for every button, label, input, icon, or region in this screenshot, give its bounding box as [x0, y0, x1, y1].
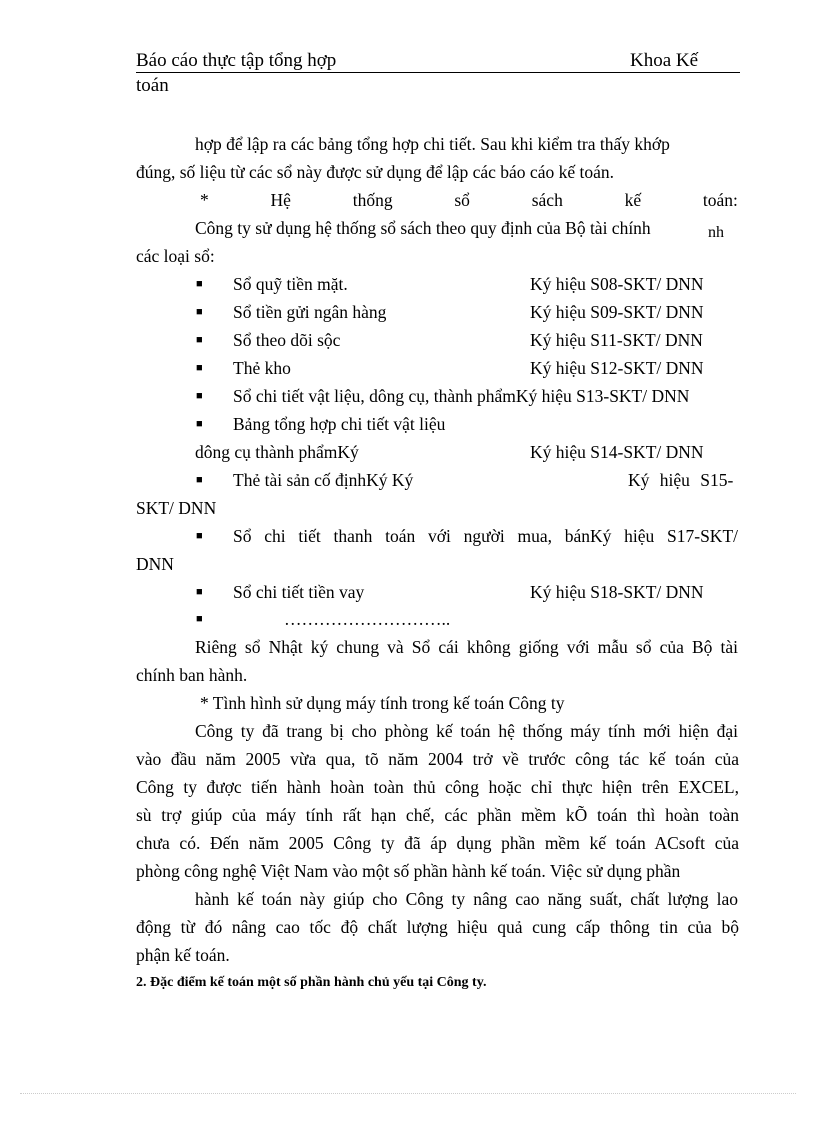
computer-line: Công ty đã trang bị cho phòng kế toán hệ thống máy tính mới hiện đại: [195, 721, 738, 741]
computer-line: Công ty được tiến hành hoàn toàn thủ công hoặc chỉ thực hiện trên EXCEL,: [136, 777, 739, 797]
book-item-code: Ký hiệu S09-SKT/ DNN: [530, 302, 704, 322]
book-item-name: Sổ theo dõi sộc: [233, 330, 341, 350]
computer-line-6: phòng công nghệ Việt Nam vào một số phần hành kế toán. Việc sử dụng phần: [136, 861, 681, 881]
books-desc-tail: nh: [708, 224, 724, 241]
header-department: Khoa Kế: [630, 50, 699, 71]
bullet-icon: ■: [196, 418, 203, 430]
header-wrap: toán: [136, 75, 169, 96]
header-title: Báo cáo thực tập tổng hợp: [136, 50, 337, 71]
bullet-icon: ■: [196, 530, 203, 542]
computer-line: vào đầu năm 2005 vừa qua, tõ năm 2004 trở về trước công tác kế toán của: [136, 749, 739, 769]
computer-line-8: động từ đó nâng cao tốc độ chất lượng hiệu quả cung cấp thông tin của bộ: [136, 917, 739, 937]
books-heading-word: kế: [624, 190, 642, 210]
book-item-code: Ký hiệu S12-SKT/ DNN: [530, 358, 704, 378]
books-heading-word: thống: [352, 190, 393, 210]
book-item-7-name: Thẻ tài sản cố địnhKý Ký: [233, 470, 414, 490]
bullet-icon: ■: [196, 586, 203, 598]
note-line-1: Riêng sổ Nhật ký chung và Sổ cái không giống với mẫu sổ của Bộ tài: [195, 637, 738, 657]
page-bottom-divider: [20, 1093, 796, 1094]
computer-line-9: phận kế toán.: [136, 945, 230, 965]
books-desc-line-1: Công ty sử dụng hệ thống sổ sách theo quy định của Bộ tài chính: [195, 218, 651, 238]
book-item-name: Thẻ kho: [233, 358, 291, 378]
books-desc-line-2: các loại sổ:: [136, 246, 215, 266]
computer-heading: * Tình hình sử dụng máy tính trong kế toán Công ty: [200, 693, 565, 713]
books-heading: [200, 189, 738, 211]
bullet-icon: ■: [196, 306, 203, 318]
book-item-6-line-2: dông cụ thành phẩmKý: [195, 442, 359, 462]
bullet-icon: ■: [196, 474, 203, 486]
books-heading-word: Hệ: [270, 190, 291, 210]
computer-line: chưa có. Đến năm 2005 Công ty đã áp dụng phần mềm kế toán ACsoft của: [136, 833, 739, 853]
books-heading-word: sách: [531, 190, 563, 210]
book-item-8-wrap: DNN: [136, 554, 174, 574]
bullet-icon: ■: [196, 390, 203, 402]
book-item-6-line-1: Bảng tổng hợp chi tiết vật liệu: [233, 414, 446, 434]
book-item-7-code: Ký hiệu S15-: [628, 470, 734, 490]
books-heading-word: sổ: [454, 190, 470, 210]
intro-line-1: hợp để lập ra các bảng tổng hợp chi tiết. Sau khi kiểm tra thấy khớp: [195, 134, 670, 154]
books-heading-word: *: [200, 190, 209, 210]
bullet-icon: ■: [196, 278, 203, 290]
book-item-9-name: Sổ chi tiết tiền vay: [233, 582, 365, 602]
note-line-2: chính ban hành.: [136, 665, 248, 685]
book-item-9-code: Ký hiệu S18-SKT/ DNN: [530, 582, 704, 602]
book-item-code: Ký hiệu S11-SKT/ DNN: [530, 330, 703, 350]
book-item-name: Sổ tiền gửi ngân hàng: [233, 302, 387, 322]
book-item-5: Sổ chi tiết vật liệu, dông cụ, thành phẩmKý hiệu S13-SKT/ DNN: [233, 386, 690, 406]
computer-line-7: hành kế toán này giúp cho Công ty nâng cao năng suất, chất lượng lao: [195, 889, 738, 909]
book-item-10-dots: ………………………..: [284, 609, 451, 629]
section-2-title: 2. Đặc điểm kế toán một số phần hành chủ yếu tại Công ty.: [136, 975, 487, 990]
book-item-8: Sổ chi tiết thanh toán với người mua, bánKý hiệu S17-SKT/: [233, 526, 738, 546]
book-item-name: Sổ quỹ tiền mặt.: [233, 274, 348, 294]
book-item-6-code: Ký hiệu S14-SKT/ DNN: [530, 442, 704, 462]
header-rule: [136, 72, 740, 73]
computer-line: sù trợ giúp của máy tính rất hạn chế, các phần mềm kÕ toán thì hoàn toàn: [136, 805, 739, 825]
book-item-code: Ký hiệu S08-SKT/ DNN: [530, 274, 704, 294]
bullet-icon: ■: [196, 613, 203, 625]
bullet-icon: ■: [196, 362, 203, 374]
book-item-7-wrap: SKT/ DNN: [136, 498, 217, 518]
bullet-icon: ■: [196, 334, 203, 346]
books-heading-word: toán:: [702, 190, 738, 210]
intro-line-2: đúng, số liệu từ các sổ này được sử dụng để lập các báo cáo kế toán.: [136, 162, 614, 182]
